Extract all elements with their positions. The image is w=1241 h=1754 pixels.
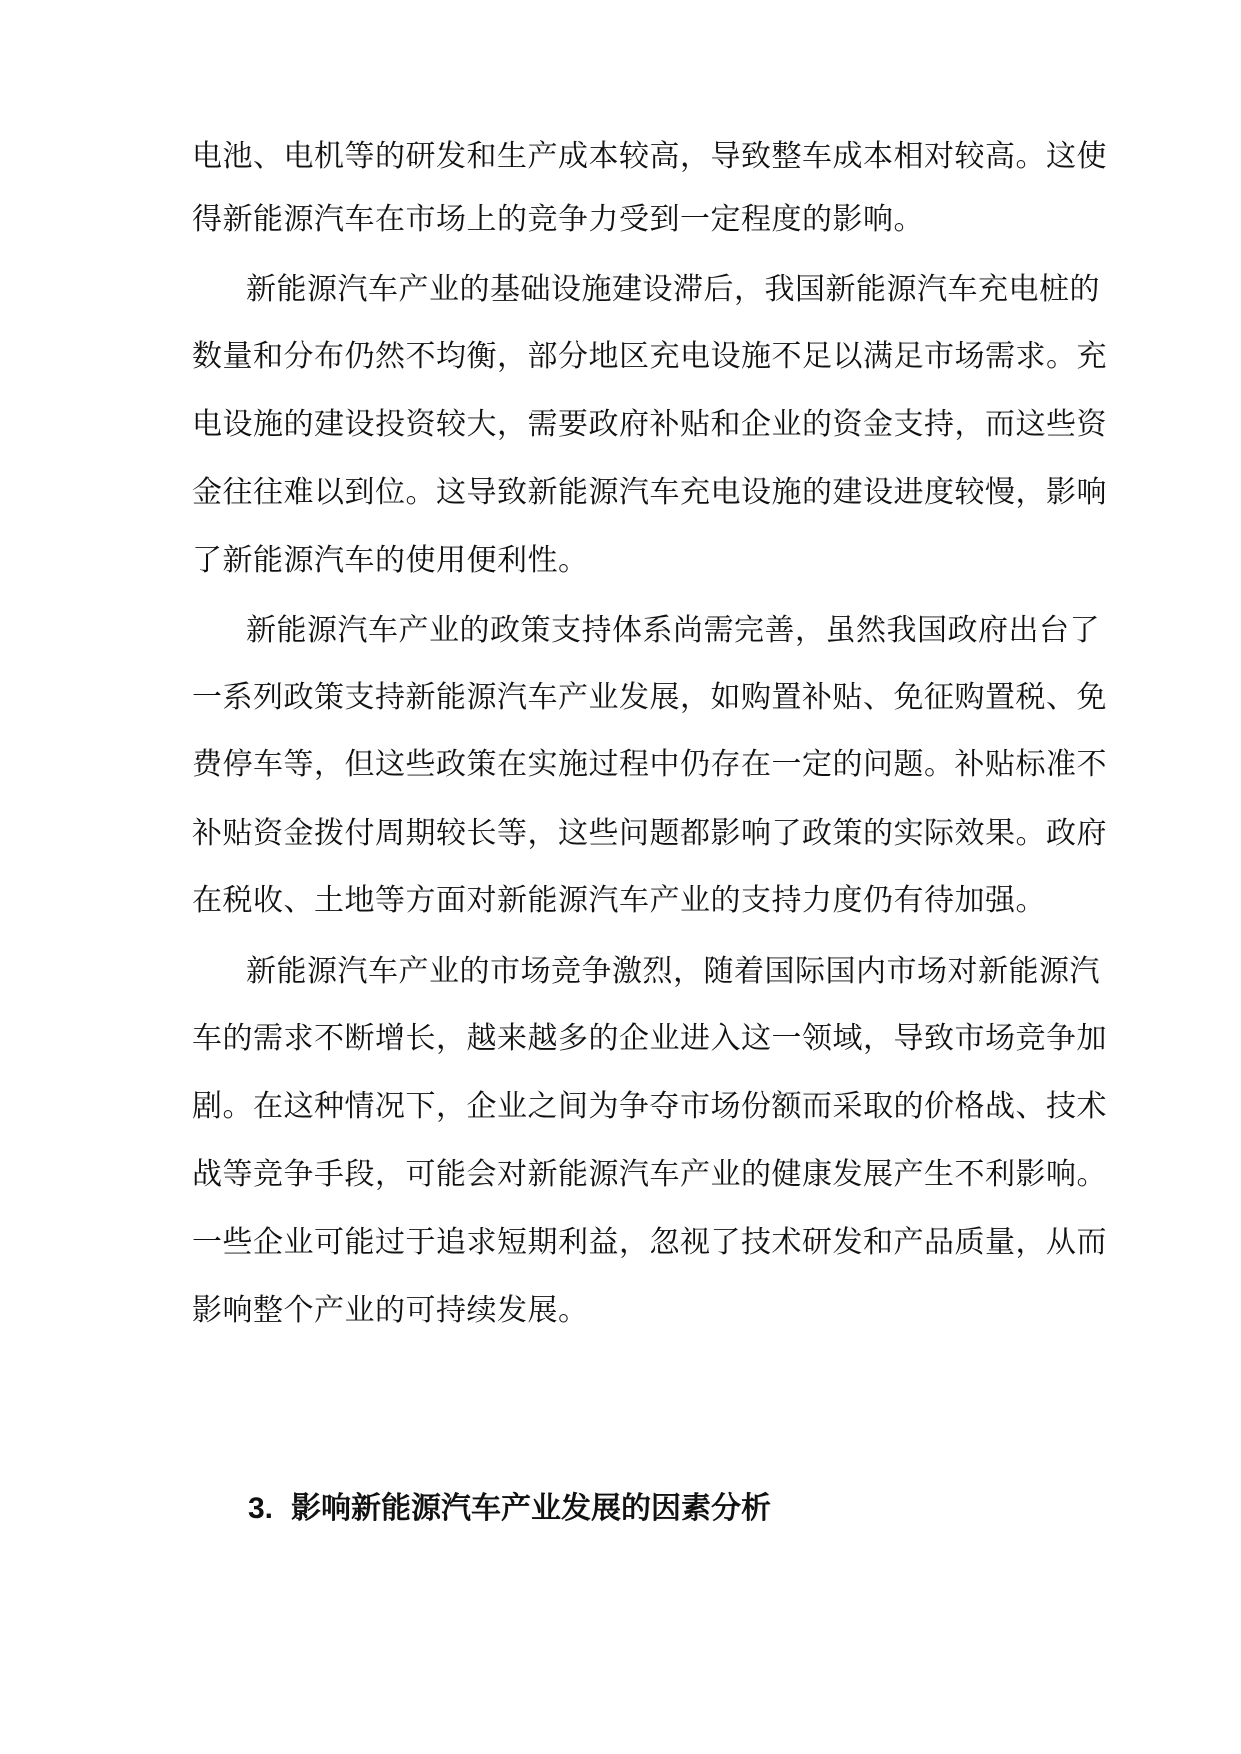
paragraph-start-policy: 新能源汽车产业的政策支持体系尚需完善，虽然我国政府出台了 xyxy=(246,613,1100,648)
section-number: 3. xyxy=(248,1492,274,1525)
body-line-17: 一些企业可能过于追求短期利益，忽视了技术研发和产品质量，从而 xyxy=(192,1225,1107,1260)
body-line-7: 了新能源汽车的使用便利性。 xyxy=(192,543,589,578)
body-line-9: 一系列政策支持新能源汽车产业发展，如购置补贴、免征购置税、免 xyxy=(192,680,1107,715)
body-line-10: 费停车等，但这些政策在实施过程中仍存在一定的问题。补贴标准不 xyxy=(192,747,1107,782)
body-line-18: 影响整个产业的可持续发展。 xyxy=(192,1293,589,1328)
body-line-11: 补贴资金拨付周期较长等，这些问题都影响了政策的实际效果。政府 xyxy=(192,816,1107,851)
body-line-12: 在税收、土地等方面对新能源汽车产业的支持力度仍有待加强。 xyxy=(192,883,1046,918)
body-line-15: 剧。在这种情况下，企业之间为争夺市场份额而采取的价格战、技术 xyxy=(192,1089,1107,1124)
body-line-6: 金往往难以到位。这导致新能源汽车充电设施的建设进度较慢，影响 xyxy=(192,475,1107,510)
paragraph-start-competition: 新能源汽车产业的市场竞争激烈，随着国际国内市场对新能源汽 xyxy=(246,954,1100,989)
section-title: 影响新能源汽车产业发展的因素分析 xyxy=(291,1491,772,1526)
section-heading xyxy=(248,1489,771,1529)
paragraph-start-infrastructure: 新能源汽车产业的基础设施建设滞后，我国新能源汽车充电桩的 xyxy=(246,272,1100,307)
body-line-14: 车的需求不断增长，越来越多的企业进入这一领域，导致市场竞争加 xyxy=(192,1021,1107,1056)
body-line-1: 电池、电机等的研发和生产成本较高，导致整车成本相对较高。这使 xyxy=(192,139,1107,174)
body-line-4: 数量和分布仍然不均衡，部分地区充电设施不足以满足市场需求。充 xyxy=(192,339,1107,374)
body-line-16: 战等竞争手段，可能会对新能源汽车产业的健康发展产生不利影响。 xyxy=(192,1157,1107,1192)
body-line-2: 得新能源汽车在市场上的竞争力受到一定程度的影响。 xyxy=(192,202,924,237)
body-line-5: 电设施的建设投资较大，需要政府补贴和企业的资金支持，而这些资 xyxy=(192,407,1107,442)
